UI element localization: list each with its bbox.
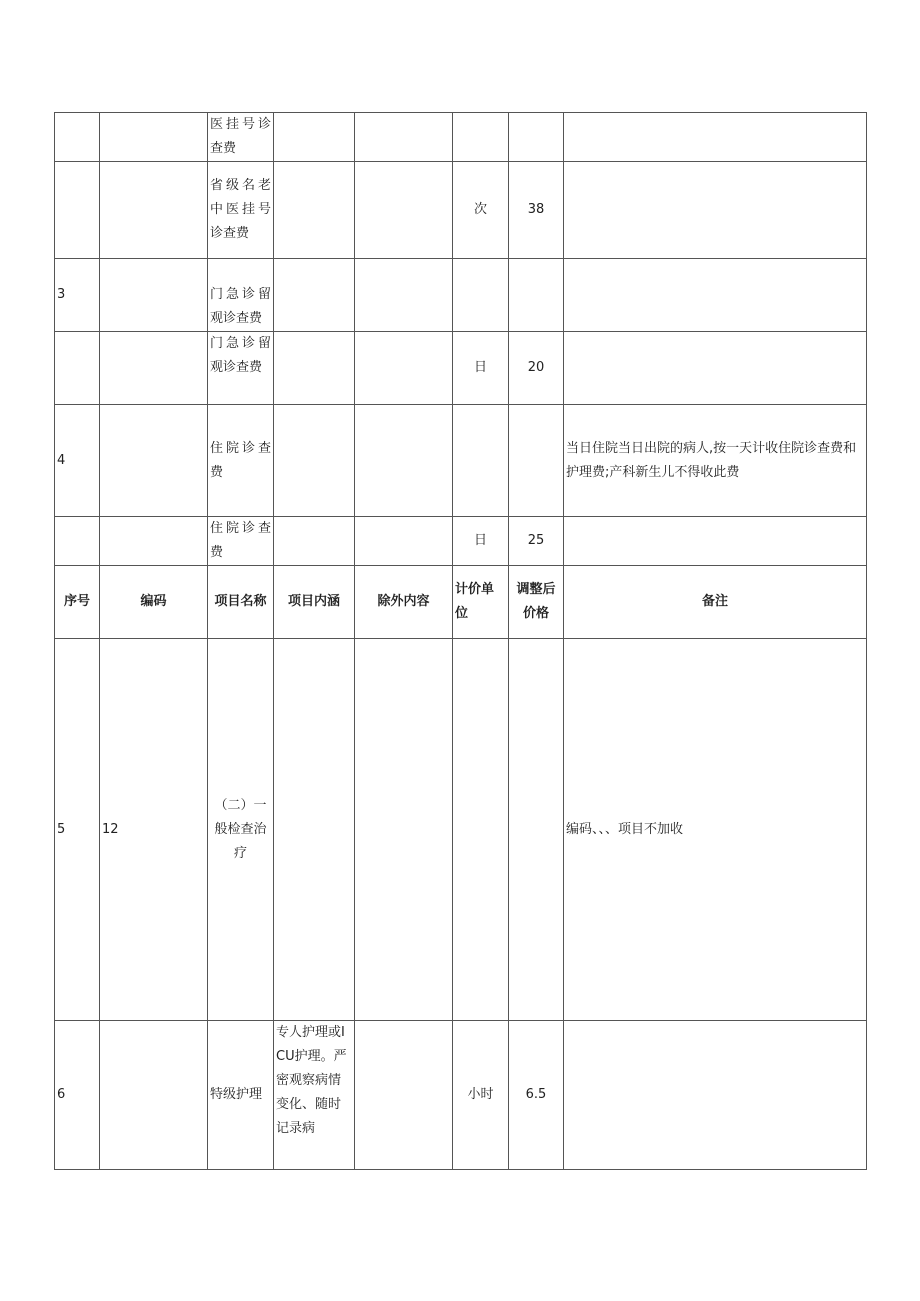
table-row [55, 405, 867, 517]
header-unit: 计价单位 [453, 566, 509, 639]
table-row [55, 1021, 867, 1170]
table-row [55, 259, 867, 332]
cell-price: 20 [509, 332, 564, 405]
cell-content [274, 517, 355, 566]
cell-unit: 日 [453, 332, 509, 405]
cell-exclude [355, 259, 453, 332]
table-row [55, 113, 867, 162]
cell-content [274, 259, 355, 332]
header-content: 项目内涵 [274, 566, 355, 639]
cell-code: 12 [100, 639, 208, 1021]
fee-table [54, 112, 867, 1170]
cell-seq [55, 332, 100, 405]
cell-content: 专人护理或ICU护理。严密观察病情变化、随时记录病 [274, 1021, 355, 1170]
cell-name: 特级护理 [208, 1021, 274, 1170]
cell-content [274, 405, 355, 517]
cell-remark [564, 162, 867, 259]
cell-price [509, 405, 564, 517]
cell-exclude [355, 517, 453, 566]
cell-unit: 小时 [453, 1021, 509, 1170]
cell-unit [453, 405, 509, 517]
cell-seq: 3 [55, 259, 100, 332]
cell-exclude [355, 162, 453, 259]
header-remark: 备注 [564, 566, 867, 639]
cell-content [274, 162, 355, 259]
header-code: 编码 [100, 566, 208, 639]
cell-code [100, 332, 208, 405]
header-seq: 序号 [55, 566, 100, 639]
cell-seq [55, 113, 100, 162]
cell-price: 6.5 [509, 1021, 564, 1170]
cell-remark [564, 259, 867, 332]
cell-name: 省级名老中医挂号诊查费 [208, 162, 274, 259]
cell-remark [564, 332, 867, 405]
cell-content [274, 639, 355, 1021]
cell-price [509, 113, 564, 162]
cell-exclude [355, 1021, 453, 1170]
cell-name: （二）一般检查治疗 [208, 639, 274, 1021]
cell-code [100, 113, 208, 162]
table-row [55, 332, 867, 405]
cell-remark: 当日住院当日出院的病人,按一天计收住院诊查费和护理费;产科新生儿不得收此费 [564, 405, 867, 517]
table-row [55, 517, 867, 566]
cell-unit [453, 259, 509, 332]
header-name: 项目名称 [208, 566, 274, 639]
cell-price: 25 [509, 517, 564, 566]
header-exclude: 除外内容 [355, 566, 453, 639]
cell-code [100, 1021, 208, 1170]
cell-name: 门急诊留观诊查费 [208, 259, 274, 332]
cell-code [100, 405, 208, 517]
cell-content [274, 113, 355, 162]
cell-name: 住院诊查费 [208, 405, 274, 517]
table-header-row [55, 566, 867, 639]
cell-price [509, 259, 564, 332]
cell-unit: 次 [453, 162, 509, 259]
cell-price [509, 639, 564, 1021]
cell-name: 住院诊查费 [208, 517, 274, 566]
cell-remark [564, 1021, 867, 1170]
cell-code [100, 259, 208, 332]
cell-exclude [355, 113, 453, 162]
cell-seq: 6 [55, 1021, 100, 1170]
cell-remark: 编码、、、项目不加收 [564, 639, 867, 1021]
cell-remark [564, 517, 867, 566]
cell-seq: 5 [55, 639, 100, 1021]
cell-code [100, 162, 208, 259]
table-row [55, 162, 867, 259]
cell-exclude [355, 639, 453, 1021]
cell-unit [453, 113, 509, 162]
cell-content [274, 332, 355, 405]
cell-code [100, 517, 208, 566]
header-price: 调整后价格 [509, 566, 564, 639]
cell-exclude [355, 405, 453, 517]
cell-seq [55, 162, 100, 259]
cell-unit [453, 639, 509, 1021]
cell-exclude [355, 332, 453, 405]
cell-name: 医挂号诊查费 [208, 113, 274, 162]
cell-unit: 日 [453, 517, 509, 566]
cell-price: 38 [509, 162, 564, 259]
cell-remark [564, 113, 867, 162]
cell-name: 门急诊留观诊查费 [208, 332, 274, 405]
cell-seq: 4 [55, 405, 100, 517]
cell-seq [55, 517, 100, 566]
table-row [55, 639, 867, 1021]
